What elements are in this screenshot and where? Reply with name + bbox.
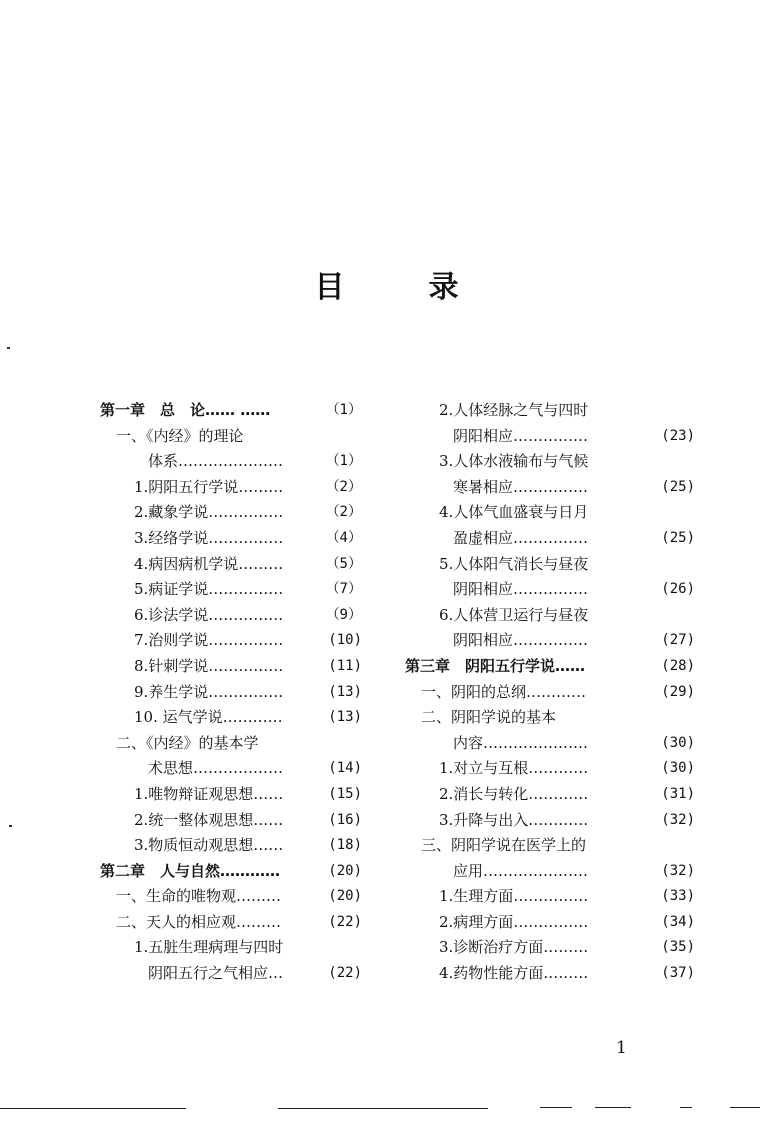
toc-entry [405,935,695,961]
entry-page: (28) [661,657,695,674]
scan-speck [9,825,12,827]
entry-page: （4） [325,529,362,546]
entry-title: 6.人体营卫运行与昼夜 [439,605,589,624]
toc-entry [405,808,695,834]
toc-entry [100,961,362,987]
toc-entry [405,756,695,782]
toc-entry [405,654,695,680]
toc-entry [405,500,695,526]
chapter-title: 第三章 阴阳五行学说…… [405,656,586,675]
page-number: 1 [616,1038,627,1058]
toc-entry [100,603,362,629]
entry-page: （2） [325,478,362,495]
entry-title: 4.人体气血盛衰与日月 [439,503,589,522]
bottom-rule-6 [730,1107,760,1108]
toc-entry [405,577,695,603]
entry-title: 阴阳相应…………… [453,580,589,599]
toc-entry [405,449,695,475]
entry-page: (35) [661,939,695,956]
entry-page: （7） [325,581,362,598]
entry-page: (15) [328,785,362,802]
entry-title: 1.唯物辩证观思想…… [134,784,284,803]
entry-title: 2.统一整体观思想…… [134,810,284,829]
toc-entry [100,398,362,424]
entry-title: 1.阴阳五行学说……… [134,477,284,496]
entry-title: 一、阴阳的总纲………… [421,682,587,701]
entry-page: （9） [325,606,362,623]
toc-entry [100,935,362,961]
toc-entry [405,680,695,706]
bottom-rule-1 [0,1108,186,1109]
entry-title: 1.五脏生理病理与四时 [134,938,284,957]
entry-title: 1.生理方面…………… [439,887,589,906]
toc-entry [405,552,695,578]
entry-title: 二、天人的相应观……… [116,912,282,931]
entry-title: 盈虚相应…………… [453,528,589,547]
toc-entry [405,628,695,654]
entry-page: (30) [661,760,695,777]
scan-speck [7,347,10,349]
toc-entry [100,500,362,526]
entry-title: 阴阳相应…………… [453,426,589,445]
entry-page: (20) [328,888,362,905]
title-char-2: 录 [428,270,463,305]
entry-title: 4.病因病机学说……… [134,554,284,573]
toc-entry [100,475,362,501]
entry-title: 8.针刺学说…………… [134,656,284,675]
toc-entry [100,628,362,654]
entry-title: 寒暑相应…………… [453,477,589,496]
entry-page: (25) [661,529,695,546]
entry-page: (32) [661,811,695,828]
toc-entry [100,577,362,603]
toc-entry [405,603,695,629]
toc-entry [100,680,362,706]
entry-title: 二、《内经》的基本学 [116,733,259,752]
entry-title: 5.人体阳气消长与昼夜 [439,554,589,573]
toc-entry [100,526,362,552]
toc-entry [100,782,362,808]
toc-entry [405,731,695,757]
chapter-title: 第二章 人与自然………… [100,861,281,880]
entry-title: 10. 运气学说………… [134,708,283,727]
toc-entry [405,398,695,424]
toc-entry [100,552,362,578]
entry-page: (13) [328,709,362,726]
toc-entry [405,961,695,987]
toc-entry [100,910,362,936]
entry-title: 2.消长与转化………… [439,784,589,803]
entry-title: 体系………………… [148,452,284,471]
entry-title: 2.藏象学说…………… [134,503,284,522]
title-char-1: 目 [314,270,349,305]
toc-entry [100,424,362,450]
entry-title: 6.诊法学说…………… [134,605,284,624]
entry-title: 术思想……………… [148,759,284,778]
toc-entry [405,705,695,731]
toc-entry [100,859,362,885]
entry-title: 1.对立与互根………… [439,759,589,778]
entry-page: (10) [328,632,362,649]
entry-title: 阴阳相应…………… [453,631,589,650]
toc-entry [100,833,362,859]
toc-right-column [405,398,695,987]
bottom-rule-2 [278,1108,488,1109]
entry-page: （2） [325,504,362,521]
toc-entry [100,731,362,757]
toc-entry [405,910,695,936]
entry-page: (23) [661,427,695,444]
entry-page: (37) [661,965,695,982]
entry-page: (27) [661,632,695,649]
entry-page: (22) [328,913,362,930]
entry-title: 3.升降与出入………… [439,810,589,829]
entry-page: (31) [661,785,695,802]
entry-title: 三、阴阳学说在医学上的 [421,836,587,855]
entry-title: 二、阴阳学说的基本 [421,708,557,727]
entry-page: (11) [328,657,362,674]
entry-page: (34) [661,913,695,930]
entry-page: (18) [328,837,362,854]
bottom-rule-5 [680,1107,692,1108]
entry-title: 应用………………… [453,861,589,880]
entry-page: (22) [328,965,362,982]
toc-entry [100,449,362,475]
toc-entry [405,859,695,885]
entry-title: 3.诊断治疗方面……… [439,938,589,957]
chapter-title: 第一章 总 论…… …… [100,401,271,419]
toc-entry [100,756,362,782]
entry-page: (26) [661,581,695,598]
entry-page: (30) [661,734,695,751]
entry-title: 5.病证学说…………… [134,580,284,599]
toc-left-column [100,398,362,987]
toc-entry [405,475,695,501]
toc-entry [405,884,695,910]
entry-title: 3.物质恒动观思想…… [134,836,284,855]
toc-entry [100,808,362,834]
bottom-rule-4 [595,1107,631,1108]
entry-page: （1） [325,453,362,470]
entry-title: 3.人体水液输布与气候 [439,452,589,471]
toc-title [0,262,777,306]
entry-page: (16) [328,811,362,828]
toc-entry [100,705,362,731]
entry-title: 3.经络学说…………… [134,528,284,547]
entry-title: 2.病理方面…………… [439,912,589,931]
toc-entry [405,526,695,552]
entry-page: (29) [661,683,695,700]
entry-title: 内容………………… [453,733,589,752]
entry-title: 一、生命的唯物观……… [116,887,282,906]
entry-page: (33) [661,888,695,905]
entry-page: (32) [661,862,695,879]
entry-page: （5） [325,555,362,572]
toc-entry [405,424,695,450]
entry-title: 一、《内经》的理论 [116,426,244,445]
entry-page: (14) [328,760,362,777]
entry-page: （1） [325,402,362,418]
entry-page: (13) [328,683,362,700]
toc-entry [405,833,695,859]
entry-title: 4.药物性能方面……… [439,964,589,983]
toc-entry [100,884,362,910]
entry-page: (20) [328,862,362,879]
toc-entry [100,654,362,680]
toc-entry [405,782,695,808]
entry-title: 7.治则学说…………… [134,631,284,650]
entry-page: (25) [661,478,695,495]
entry-title: 2.人体经脉之气与四时 [439,401,589,419]
bottom-rule-3 [540,1107,572,1108]
entry-title: 阴阳五行之气相应… [148,964,284,983]
entry-title: 9.养生学说…………… [134,682,284,701]
